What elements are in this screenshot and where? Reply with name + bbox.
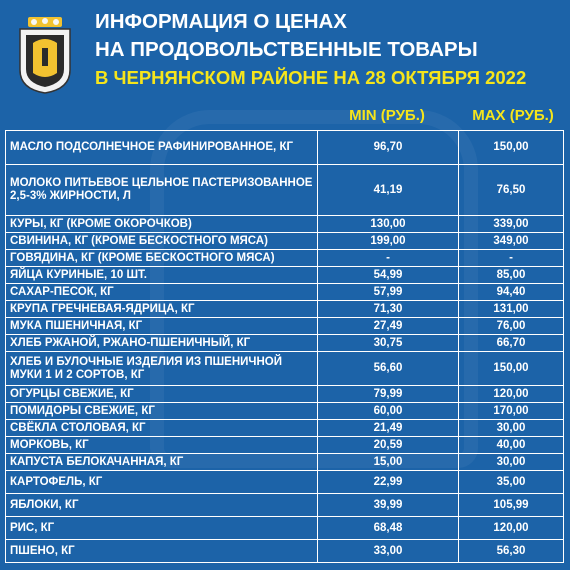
max-price: 150,00	[459, 352, 564, 386]
title-line-1: ИНФОРМАЦИЯ О ЦЕНАХ	[95, 10, 347, 33]
max-price: 35,00	[459, 471, 564, 494]
min-price: 20,59	[318, 437, 459, 454]
table-row	[6, 216, 564, 233]
max-price: 76,00	[459, 318, 564, 335]
min-price: 30,75	[318, 335, 459, 352]
min-price: 21,49	[318, 420, 459, 437]
min-price: 33,00	[318, 540, 459, 563]
table-row	[6, 318, 564, 335]
product-name: СВЁКЛА СТОЛОВАЯ, КГ	[6, 420, 318, 437]
max-price: 40,00	[459, 437, 564, 454]
price-table	[5, 130, 564, 563]
product-name: ГОВЯДИНА, КГ (КРОМЕ БЕСКОСТНОГО МЯСА)	[6, 250, 318, 267]
table-row	[6, 437, 564, 454]
max-price: 66,70	[459, 335, 564, 352]
title-line-3: В ЧЕРНЯНСКОМ РАЙОНЕ НА 28 ОКТЯБРЯ 2022	[95, 67, 527, 88]
product-name: СВИНИНА, КГ (КРОМЕ БЕСКОСТНОГО МЯСА)	[6, 233, 318, 250]
max-price: 30,00	[459, 420, 564, 437]
max-price: -	[459, 250, 564, 267]
column-header-min: MIN (РУБ.)	[349, 107, 425, 124]
table-row	[6, 471, 564, 494]
table-row	[6, 250, 564, 267]
max-price: 349,00	[459, 233, 564, 250]
table-row	[6, 352, 564, 386]
header	[0, 0, 570, 100]
max-price: 120,00	[459, 517, 564, 540]
product-name: МАСЛО ПОДСОЛНЕЧНОЕ РАФИНИРОВАННОЕ, КГ	[6, 131, 318, 165]
table-row	[6, 301, 564, 318]
table-row	[6, 233, 564, 250]
min-price: 27,49	[318, 318, 459, 335]
min-price: 41,19	[318, 165, 459, 216]
max-price: 105,99	[459, 494, 564, 517]
product-name: МОРКОВЬ, КГ	[6, 437, 318, 454]
max-price: 85,00	[459, 267, 564, 284]
table-row	[6, 403, 564, 420]
product-name: ХЛЕБ РЖАНОЙ, РЖАНО-ПШЕНИЧНЫЙ, КГ	[6, 335, 318, 352]
min-price: 68,48	[318, 517, 459, 540]
min-price: 56,60	[318, 352, 459, 386]
product-name: ПШЕНО, КГ	[6, 540, 318, 563]
max-price: 56,30	[459, 540, 564, 563]
product-name: МОЛОКО ПИТЬЕВОЕ ЦЕЛЬНОЕ ПАСТЕРИЗОВАННОЕ 2,5-3% ЖИРНОСТИ, Л	[6, 165, 318, 216]
table-row	[6, 540, 564, 563]
product-name: ПОМИДОРЫ СВЕЖИЕ, КГ	[6, 403, 318, 420]
product-name: КУРЫ, КГ (КРОМЕ ОКОРОЧКОВ)	[6, 216, 318, 233]
min-price: 71,30	[318, 301, 459, 318]
min-price: 57,99	[318, 284, 459, 301]
min-price: 79,99	[318, 386, 459, 403]
product-name: ХЛЕБ И БУЛОЧНЫЕ ИЗДЕЛИЯ ИЗ ПШЕНИЧНОЙ МУКИ 1 И 2 СОРТОВ, КГ	[6, 352, 318, 386]
max-price: 120,00	[459, 386, 564, 403]
max-price: 30,00	[459, 454, 564, 471]
max-price: 94,40	[459, 284, 564, 301]
table-row	[6, 494, 564, 517]
min-price: 96,70	[318, 131, 459, 165]
product-name: КАПУСТА БЕЛОКАЧАННАЯ, КГ	[6, 454, 318, 471]
table-row	[6, 131, 564, 165]
table-row	[6, 335, 564, 352]
column-header-max: MAX (РУБ.)	[472, 107, 554, 124]
product-name: КАРТОФЕЛЬ, КГ	[6, 471, 318, 494]
min-price: 15,00	[318, 454, 459, 471]
max-price: 339,00	[459, 216, 564, 233]
product-name: ЯЙЦА КУРИНЫЕ, 10 ШТ.	[6, 267, 318, 284]
min-price: 39,99	[318, 494, 459, 517]
product-name: МУКА ПШЕНИЧНАЯ, КГ	[6, 318, 318, 335]
product-name: ЯБЛОКИ, КГ	[6, 494, 318, 517]
min-price: -	[318, 250, 459, 267]
table-row	[6, 284, 564, 301]
table-row	[6, 517, 564, 540]
min-price: 130,00	[318, 216, 459, 233]
min-price: 199,00	[318, 233, 459, 250]
max-price: 131,00	[459, 301, 564, 318]
max-price: 150,00	[459, 131, 564, 165]
product-name: РИС, КГ	[6, 517, 318, 540]
min-price: 22,99	[318, 471, 459, 494]
product-name: ОГУРЦЫ СВЕЖИЕ, КГ	[6, 386, 318, 403]
table-row	[6, 165, 564, 216]
table-row	[6, 267, 564, 284]
max-price: 76,50	[459, 165, 564, 216]
min-price: 54,99	[318, 267, 459, 284]
table-row	[6, 386, 564, 403]
max-price: 170,00	[459, 403, 564, 420]
table-row	[6, 420, 564, 437]
product-name: КРУПА ГРЕЧНЕВАЯ-ЯДРИЦА, КГ	[6, 301, 318, 318]
table-row	[6, 454, 564, 471]
product-name: САХАР-ПЕСОК, КГ	[6, 284, 318, 301]
title-line-2: НА ПРОДОВОЛЬСТВЕННЫЕ ТОВАРЫ	[95, 38, 478, 61]
min-price: 60,00	[318, 403, 459, 420]
page-title	[95, 8, 565, 92]
coat-of-arms-icon	[18, 15, 72, 95]
